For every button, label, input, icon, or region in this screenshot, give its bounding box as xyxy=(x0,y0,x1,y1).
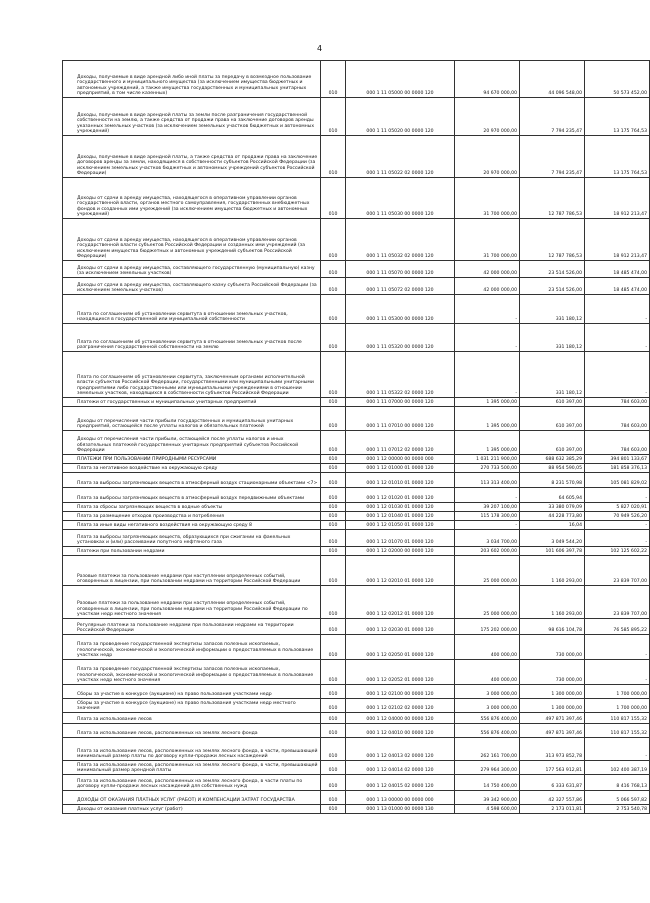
table-row xyxy=(63,473,650,488)
row-budget-code: 000 1 11 07012 02 0000 120 xyxy=(346,431,455,455)
row-unexecuted-amount: - xyxy=(585,530,650,547)
table-row xyxy=(63,295,650,324)
row-approved-amount: 94 670 000,00 xyxy=(455,61,520,98)
row-description xyxy=(63,724,321,738)
row-description-text: Разовые платежи за пользование недрами при наступлении определенных событий, оговоренных в лицензии, при пользовании недрами на территории Российской Федерации xyxy=(77,573,301,584)
row-unexecuted-amount: 102 400 387,19 xyxy=(585,761,650,775)
row-line-code: 010 xyxy=(321,556,346,586)
row-unexecuted-amount: - xyxy=(585,635,650,660)
row-description xyxy=(63,219,321,261)
row-budget-code: 000 1 12 02102 02 0000 120 xyxy=(346,699,455,713)
row-executed-amount: 44 228 773,80 xyxy=(520,512,585,521)
row-executed-amount: 688 632 385,29 xyxy=(520,455,585,464)
row-line-code: 010 xyxy=(321,713,346,724)
table-row xyxy=(63,530,650,547)
row-budget-code: 000 1 12 01020 01 0000 120 xyxy=(346,488,455,503)
row-description-text: Доходы от перечисления части прибыли, остающейся после уплаты налогов и иных обязательных платежей государственных унитарных предприятий субъектов Российской Федерации xyxy=(77,437,299,453)
row-description-text: Сборы за участие в конкурсе (аукционе) на право пользования участками недр местного значения xyxy=(77,700,296,711)
table-row xyxy=(63,635,650,660)
row-unexecuted-amount: 13 175 764,53 xyxy=(585,136,650,178)
row-unexecuted-amount: 50 573 452,00 xyxy=(585,61,650,98)
row-description-text: Плата за проведение государственной экспертизы запасов полезных ископаемых, геологической, экономической и экологической информации о предоставляемых в пользование участках недр местного значения xyxy=(77,667,314,683)
row-description xyxy=(63,295,321,324)
row-approved-amount: 556 876 400,00 xyxy=(455,724,520,738)
row-description-text: Доходы от сдачи в аренду имущества, составляющего государственную (муниципальную) казну (за исключением земельных участков) xyxy=(77,265,315,276)
row-executed-amount: 98 616 104,78 xyxy=(520,619,585,635)
row-description xyxy=(63,352,321,398)
row-description xyxy=(63,398,321,407)
row-description xyxy=(63,556,321,586)
row-unexecuted-amount: - xyxy=(585,295,650,324)
row-description xyxy=(63,278,321,295)
row-approved-amount: 1 031 211 900,00 xyxy=(455,455,520,464)
row-budget-code: 000 1 12 01050 01 0000 120 xyxy=(346,521,455,530)
row-executed-amount: 730 000,00 xyxy=(520,660,585,685)
row-executed-amount: 33 380 079,09 xyxy=(520,503,585,512)
row-description xyxy=(63,586,321,619)
row-budget-code: 000 1 12 02052 01 0000 120 xyxy=(346,660,455,685)
table-row xyxy=(63,805,650,814)
row-budget-code: 000 1 11 05000 00 0000 120 xyxy=(346,61,455,98)
table-row xyxy=(63,178,650,219)
row-description-text: Плата по соглашениям об установлении сервитута в отношении земельных участков, находящихся в государственной или муниципальной собственности xyxy=(77,311,288,322)
row-budget-code: 000 1 11 07000 00 0000 120 xyxy=(346,398,455,407)
row-line-code: 010 xyxy=(321,488,346,503)
row-executed-amount: 610 397,00 xyxy=(520,407,585,431)
row-budget-code: 000 1 11 05300 00 0000 120 xyxy=(346,295,455,324)
row-approved-amount: 279 964 300,00 xyxy=(455,761,520,775)
row-description-text: Регулярные платежи за пользование недрами при пользовании недрами на территории Российской Федерации xyxy=(77,622,294,633)
row-line-code: 010 xyxy=(321,775,346,791)
row-executed-amount: 730 000,00 xyxy=(520,635,585,660)
row-approved-amount: 39 207 100,00 xyxy=(455,503,520,512)
table-row xyxy=(63,219,650,261)
row-description-text: ДОХОДЫ ОТ ОКАЗАНИЯ ПЛАТНЫХ УСЛУГ (РАБОТ) И КОМПЕНСАЦИИ ЗАТРАТ ГОСУДАРСТВА xyxy=(77,798,295,803)
row-unexecuted-amount: - xyxy=(585,352,650,398)
row-approved-amount: - xyxy=(455,352,520,398)
row-unexecuted-amount: 105 081 829,02 xyxy=(585,473,650,488)
row-description-text: Плата за использование лесов xyxy=(77,717,152,722)
row-description-text: Плата за использование лесов, расположенных на землях лесного фонда xyxy=(77,731,258,736)
row-description xyxy=(63,455,321,464)
row-unexecuted-amount: 1 700 000,00 xyxy=(585,699,650,713)
row-approved-amount: 42 000 000,00 xyxy=(455,261,520,278)
row-budget-code: 000 1 13 01000 00 0000 130 xyxy=(346,805,455,814)
row-approved-amount: 39 342 900,00 xyxy=(455,791,520,805)
row-approved-amount: 115 178 300,00 xyxy=(455,512,520,521)
row-unexecuted-amount: 784 603,00 xyxy=(585,431,650,455)
row-budget-code: 000 1 13 00000 00 0000 000 xyxy=(346,791,455,805)
table-row xyxy=(63,261,650,278)
row-line-code: 010 xyxy=(321,512,346,521)
row-line-code: 010 xyxy=(321,398,346,407)
row-approved-amount: 3 034 700,00 xyxy=(455,530,520,547)
row-description xyxy=(63,547,321,556)
row-description xyxy=(63,619,321,635)
row-line-code: 010 xyxy=(321,619,346,635)
row-budget-code: 000 1 11 05072 02 0000 120 xyxy=(346,278,455,295)
row-approved-amount: 1 395 000,00 xyxy=(455,398,520,407)
row-description xyxy=(63,738,321,761)
row-budget-code: 000 1 12 02100 00 0000 120 xyxy=(346,685,455,699)
row-budget-code: 000 1 11 05022 02 0000 120 xyxy=(346,136,455,178)
row-executed-amount: 12 787 786,53 xyxy=(520,178,585,219)
row-executed-amount: 313 973 852,78 xyxy=(520,738,585,761)
row-budget-code: 000 1 12 04015 02 0000 120 xyxy=(346,775,455,791)
row-budget-code: 000 1 11 05320 00 0000 120 xyxy=(346,324,455,352)
table-row xyxy=(63,699,650,713)
row-executed-amount: 3 049 544,20 xyxy=(520,530,585,547)
row-line-code: 010 xyxy=(321,503,346,512)
row-description xyxy=(63,503,321,512)
row-approved-amount: 42 000 000,00 xyxy=(455,278,520,295)
table-row xyxy=(63,738,650,761)
row-description xyxy=(63,713,321,724)
row-line-code: 010 xyxy=(321,61,346,98)
row-budget-code: 000 1 12 01010 01 0000 120 xyxy=(346,473,455,488)
row-budget-code: 000 1 12 02030 01 0000 120 xyxy=(346,619,455,635)
row-unexecuted-amount: 181 858 376,13 xyxy=(585,464,650,473)
table-row xyxy=(63,503,650,512)
row-executed-amount: 331 180,12 xyxy=(520,295,585,324)
row-unexecuted-amount: - xyxy=(585,738,650,761)
row-approved-amount: 25 000 000,00 xyxy=(455,556,520,586)
row-executed-amount: 1 300 000,00 xyxy=(520,685,585,699)
row-unexecuted-amount: 13 175 764,53 xyxy=(585,98,650,136)
revenue-table xyxy=(62,60,650,814)
row-executed-amount: 8 231 570,98 xyxy=(520,473,585,488)
row-approved-amount: 1 395 000,00 xyxy=(455,407,520,431)
row-unexecuted-amount: 110 817 155,32 xyxy=(585,713,650,724)
row-budget-code: 000 1 12 04000 00 0000 120 xyxy=(346,713,455,724)
row-line-code: 010 xyxy=(321,724,346,738)
row-executed-amount: 1 160 293,00 xyxy=(520,556,585,586)
row-description xyxy=(63,660,321,685)
row-unexecuted-amount: - xyxy=(585,324,650,352)
row-budget-code: 000 1 11 05030 00 0000 120 xyxy=(346,178,455,219)
row-line-code: 010 xyxy=(321,738,346,761)
row-line-code: 010 xyxy=(321,407,346,431)
row-executed-amount: 16,04 xyxy=(520,521,585,530)
row-description xyxy=(63,488,321,503)
row-executed-amount: 101 606 397,78 xyxy=(520,547,585,556)
row-approved-amount: 400 000,00 xyxy=(455,660,520,685)
row-executed-amount: 1 160 293,00 xyxy=(520,586,585,619)
row-budget-code: 000 1 11 07010 00 0000 120 xyxy=(346,407,455,431)
row-line-code: 010 xyxy=(321,261,346,278)
row-unexecuted-amount: 394 801 133,67 xyxy=(585,455,650,464)
row-budget-code: 000 1 12 04010 00 0000 120 xyxy=(346,724,455,738)
row-description-text: Доходы от перечисления части прибыли государственных и муниципальных унитарных предприятий, остающейся после уплаты налогов и обязательных платежей xyxy=(77,418,294,429)
table-row xyxy=(63,431,650,455)
row-description-text: Доходы, получаемые в виде арендной платы, а также средства от продажи права на заключение договоров аренды за земли, находящиеся в собственности субъектов Российской Федерации (за исключением земельных участков бюджетных и автономных учреждений субъектов Российской Федерации) xyxy=(77,154,318,176)
row-approved-amount: 25 000 000,00 xyxy=(455,586,520,619)
row-description-text: Доходы от сдачи в аренду имущества, находящегося в оперативном управлении органов государственной власти, органов местного самоуправления, государственных внебюджетных фондов и созданных ими учреждений (за исключением имущества бюджетных и автономных учреждений) xyxy=(77,195,310,217)
row-approved-amount: 175 202 000,00 xyxy=(455,619,520,635)
row-description xyxy=(63,473,321,488)
row-executed-amount: 331 180,12 xyxy=(520,324,585,352)
row-line-code: 010 xyxy=(321,547,346,556)
row-description xyxy=(63,61,321,98)
row-approved-amount: - xyxy=(455,521,520,530)
row-executed-amount: 23 514 526,00 xyxy=(520,261,585,278)
row-approved-amount: - xyxy=(455,295,520,324)
row-unexecuted-amount: 102 125 602,22 xyxy=(585,547,650,556)
table-row xyxy=(63,775,650,791)
row-line-code: 010 xyxy=(321,431,346,455)
row-description-text: Плата за выбросы загрязняющих веществ в атмосферный воздух передвижными объектами xyxy=(77,496,305,501)
row-description-text: Платежи от государственных и муниципальных унитарных предприятий xyxy=(77,400,257,405)
row-budget-code: 000 1 12 00000 00 0000 000 xyxy=(346,455,455,464)
row-line-code: 010 xyxy=(321,178,346,219)
row-budget-code: 000 1 12 01070 01 0000 120 xyxy=(346,530,455,547)
row-executed-amount: 12 787 786,53 xyxy=(520,219,585,261)
row-unexecuted-amount: - xyxy=(585,488,650,503)
row-unexecuted-amount: 8 416 768,13 xyxy=(585,775,650,791)
row-line-code: 010 xyxy=(321,660,346,685)
table-row xyxy=(63,724,650,738)
row-budget-code: 000 1 12 02050 01 0000 120 xyxy=(346,635,455,660)
row-unexecuted-amount: - xyxy=(585,660,650,685)
table-row xyxy=(63,619,650,635)
row-description xyxy=(63,431,321,455)
row-unexecuted-amount: 76 585 895,22 xyxy=(585,619,650,635)
row-description xyxy=(63,136,321,178)
row-approved-amount: 31 700 000,00 xyxy=(455,178,520,219)
page-number: 4 xyxy=(316,44,323,53)
row-description xyxy=(63,407,321,431)
row-executed-amount: 23 514 526,00 xyxy=(520,278,585,295)
table-row xyxy=(63,278,650,295)
row-budget-code: 000 1 12 01040 01 0000 120 xyxy=(346,512,455,521)
row-executed-amount: 42 327 557,86 xyxy=(520,791,585,805)
row-unexecuted-amount: 18 485 474,00 xyxy=(585,278,650,295)
row-executed-amount: 6 333 631,87 xyxy=(520,775,585,791)
table-row xyxy=(63,685,650,699)
row-description xyxy=(63,324,321,352)
row-line-code: 010 xyxy=(321,98,346,136)
row-line-code: 010 xyxy=(321,805,346,814)
table-row xyxy=(63,547,650,556)
row-approved-amount: 3 000 000,00 xyxy=(455,699,520,713)
row-budget-code: 000 1 12 01030 01 0000 120 xyxy=(346,503,455,512)
table-row xyxy=(63,352,650,398)
row-description-text: Плата по соглашениям об установлении сервитута в отношении земельных участков после разграничения государственной собственности на землю xyxy=(77,339,302,350)
row-executed-amount: 497 871 397,46 xyxy=(520,724,585,738)
row-executed-amount: 2 173 011,81 xyxy=(520,805,585,814)
row-line-code: 010 xyxy=(321,685,346,699)
row-executed-amount: 44 096 548,00 xyxy=(520,61,585,98)
row-description-text: Сборы за участие в конкурсе (аукционе) на право пользования участками недр xyxy=(77,692,272,697)
row-description-text: Плата за выбросы загрязняющих веществ в атмосферный воздух стационарными объектами <7> xyxy=(77,481,318,486)
row-description-text: Плата за размещение отходов производства и потребления xyxy=(77,514,224,519)
table-row xyxy=(63,324,650,352)
row-line-code: 010 xyxy=(321,699,346,713)
row-budget-code: 000 1 12 01000 01 0000 120 xyxy=(346,464,455,473)
row-description-text: Плата за иные виды негативного воздействия на окружающую среду 8 xyxy=(77,523,252,528)
row-line-code: 010 xyxy=(321,352,346,398)
row-description xyxy=(63,261,321,278)
row-line-code: 010 xyxy=(321,761,346,775)
row-description xyxy=(63,699,321,713)
row-line-code: 010 xyxy=(321,530,346,547)
row-line-code: 010 xyxy=(321,295,346,324)
row-description-text: Плата за использование лесов, расположенных на землях лесного фонда, в части, превышающей минимальный размер платы по договору купли-продажи лесных насаждений xyxy=(77,748,318,759)
row-approved-amount: - xyxy=(455,324,520,352)
row-unexecuted-amount: 110 817 155,32 xyxy=(585,724,650,738)
row-description xyxy=(63,685,321,699)
row-description-text: Плата за использование лесов, расположенных на землях лесного фонда, в части платы по договору купли-продажи лесных насаждений для собственных нужд xyxy=(77,778,303,789)
row-approved-amount: 20 970 000,00 xyxy=(455,98,520,136)
row-description xyxy=(63,521,321,530)
row-budget-code: 000 1 12 04013 02 0000 120 xyxy=(346,738,455,761)
table-row xyxy=(63,61,650,98)
row-unexecuted-amount: 2 753 540,78 xyxy=(585,805,650,814)
row-description xyxy=(63,512,321,521)
table-row xyxy=(63,455,650,464)
row-unexecuted-amount: 784 603,00 xyxy=(585,398,650,407)
row-unexecuted-amount: 18 912 213,47 xyxy=(585,219,650,261)
table-row xyxy=(63,512,650,521)
row-budget-code: 000 1 11 05070 00 0000 120 xyxy=(346,261,455,278)
row-approved-amount: - xyxy=(455,488,520,503)
row-approved-amount: 203 602 000,00 xyxy=(455,547,520,556)
row-unexecuted-amount: 5 066 597,82 xyxy=(585,791,650,805)
row-unexecuted-amount: 5 827 020,91 xyxy=(585,503,650,512)
row-approved-amount: 1 395 000,00 xyxy=(455,431,520,455)
row-description-text: Разовые платежи за пользование недрами при наступлении определенных событий, оговоренных в лицензии, при пользовании недрами на территории Российской Федерации по участкам недр местного значения xyxy=(77,601,308,617)
row-description-text: Платежи при пользовании недрами xyxy=(77,549,165,554)
row-approved-amount: 556 876 400,00 xyxy=(455,713,520,724)
row-budget-code: 000 1 12 02012 01 0000 120 xyxy=(346,586,455,619)
row-description xyxy=(63,635,321,660)
row-executed-amount: 331 180,12 xyxy=(520,352,585,398)
row-executed-amount: 1 300 000,00 xyxy=(520,699,585,713)
table-row xyxy=(63,586,650,619)
row-description xyxy=(63,791,321,805)
row-description xyxy=(63,464,321,473)
row-approved-amount: 400 000,00 xyxy=(455,635,520,660)
row-approved-amount: 3 000 000,00 xyxy=(455,685,520,699)
row-description-text: Плата за использование лесов, расположенных на землях лесного фонда, в части, превышающей минимальный размер арендной платы xyxy=(77,762,318,773)
row-budget-code: 000 1 12 02000 00 0000 120 xyxy=(346,547,455,556)
row-description-text: ПЛАТЕЖИ ПРИ ПОЛЬЗОВАНИИ ПРИРОДНЫМИ РЕСУРСАМИ xyxy=(77,457,217,462)
row-line-code: 010 xyxy=(321,324,346,352)
table-row xyxy=(63,407,650,431)
row-description-text: Доходы от сдачи в аренду имущества, находящегося в оперативном управлении органов государственной власти субъектов Российской Федерации и созданных ими учреждений (за исключением имущества бюджетных и автономных учреждений субъектов Российской Федерации) xyxy=(77,237,306,259)
row-line-code: 010 xyxy=(321,791,346,805)
table-row xyxy=(63,98,650,136)
row-approved-amount: 31 700 000,00 xyxy=(455,219,520,261)
row-unexecuted-amount: 70 949 526,20 xyxy=(585,512,650,521)
row-description xyxy=(63,530,321,547)
table-row xyxy=(63,488,650,503)
table-row xyxy=(63,556,650,586)
row-unexecuted-amount: 1 700 000,00 xyxy=(585,685,650,699)
row-executed-amount: 610 397,00 xyxy=(520,398,585,407)
row-description-text: Доходы, получаемые в виде арендной либо иной платы за передачу в возмездное пользование государственного и муниципального имущества (за исключением имущества бюджетных и автономных учреждений, а также имущества государственных и муниципальных унитарных предприятий, в том числе казенных) xyxy=(77,74,312,96)
row-description xyxy=(63,805,321,814)
row-unexecuted-amount: - xyxy=(585,521,650,530)
table-row xyxy=(63,791,650,805)
row-budget-code: 000 1 11 05032 02 0000 120 xyxy=(346,219,455,261)
row-executed-amount: 64 605,94 xyxy=(520,488,585,503)
row-description-text: Плата за сбросы загрязняющих веществ в водные объекты xyxy=(77,505,223,510)
row-description-text: Плата за выбросы загрязняющих веществ, образующихся при сжигании на факельных установках и (или) рассеивании попутного нефтяного газа xyxy=(77,534,291,545)
row-executed-amount: 88 954 590,05 xyxy=(520,464,585,473)
row-line-code: 010 xyxy=(321,278,346,295)
row-approved-amount: 14 750 400,00 xyxy=(455,775,520,791)
row-description-text: Доходы от оказания платных услуг (работ) xyxy=(77,807,183,812)
row-line-code: 010 xyxy=(321,635,346,660)
row-line-code: 010 xyxy=(321,219,346,261)
row-line-code: 010 xyxy=(321,455,346,464)
row-description-text: Плата за негативное воздействие на окружающую среду xyxy=(77,466,218,471)
row-executed-amount: 497 871 397,46 xyxy=(520,713,585,724)
row-description-text: Плата по соглашениям об установлении сервитута, заключенным органами исполнительной власти субъектов Российской Федерации, государственными или муниципальными унитарными предприятиями либо государственными или муниципальными учреждениями в отношении земельных участков, находящихся в собственности субъектов Российской Федерации xyxy=(77,374,314,396)
row-executed-amount: 7 794 235,47 xyxy=(520,136,585,178)
row-unexecuted-amount: 23 839 707,00 xyxy=(585,556,650,586)
row-executed-amount: 610 397,00 xyxy=(520,431,585,455)
row-description-text: Доходы, получаемые в виде арендной платы за земли после разграничения государственной собственности на землю, а также средства от продажи права на заключение договоров аренды указанных земельных участков (за исключением земельных участков бюджетных и автономных учреждений) xyxy=(77,112,315,134)
row-executed-amount: 177 563 912,81 xyxy=(520,761,585,775)
row-line-code: 010 xyxy=(321,521,346,530)
row-description-text: Доходы от сдачи в аренду имущества, составляющего казну субъекта Российской Федерации (за исключением земельных участков) xyxy=(77,282,317,293)
row-description xyxy=(63,775,321,791)
row-unexecuted-amount: 18 912 213,47 xyxy=(585,178,650,219)
row-approved-amount: 262 161 700,00 xyxy=(455,738,520,761)
table-row xyxy=(63,660,650,685)
table-row xyxy=(63,713,650,724)
row-approved-amount: 4 598 600,00 xyxy=(455,805,520,814)
row-description xyxy=(63,98,321,136)
row-description-text: Плата за проведение государственной экспертизы запасов полезных ископаемых, геологической, экономической и экологической информации о предоставляемых в пользование участках недр xyxy=(77,642,314,658)
row-budget-code: 000 1 11 05322 02 0000 120 xyxy=(346,352,455,398)
row-description xyxy=(63,178,321,219)
row-line-code: 010 xyxy=(321,586,346,619)
row-unexecuted-amount: 18 485 474,00 xyxy=(585,261,650,278)
row-line-code: 010 xyxy=(321,136,346,178)
row-line-code: 010 xyxy=(321,473,346,488)
row-executed-amount: 7 794 235,47 xyxy=(520,98,585,136)
table-row xyxy=(63,464,650,473)
row-approved-amount: 113 313 400,00 xyxy=(455,473,520,488)
table-row xyxy=(63,136,650,178)
row-description xyxy=(63,761,321,775)
row-approved-amount: 20 970 000,00 xyxy=(455,136,520,178)
row-line-code: 010 xyxy=(321,464,346,473)
row-budget-code: 000 1 12 04014 02 0000 120 xyxy=(346,761,455,775)
table-row xyxy=(63,398,650,407)
row-budget-code: 000 1 12 02010 01 0000 120 xyxy=(346,556,455,586)
table-row xyxy=(63,521,650,530)
row-budget-code: 000 1 11 05020 00 0000 120 xyxy=(346,98,455,136)
row-unexecuted-amount: 23 839 707,00 xyxy=(585,586,650,619)
revenue-table-body xyxy=(63,61,650,814)
row-approved-amount: 270 733 500,00 xyxy=(455,464,520,473)
row-unexecuted-amount: 784 603,00 xyxy=(585,407,650,431)
table-row xyxy=(63,761,650,775)
